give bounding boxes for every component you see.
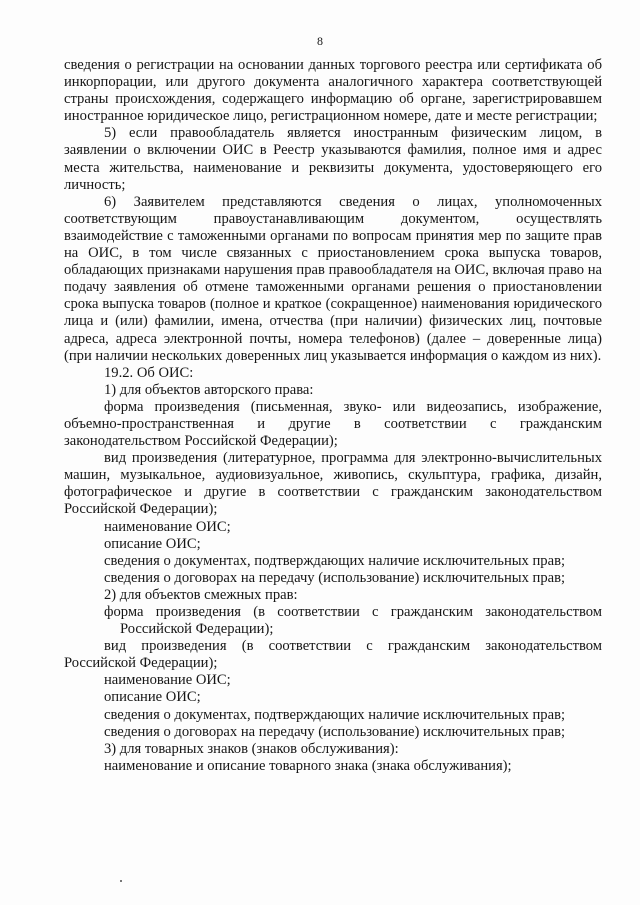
list-item-ois-name-2: наименование ОИС; [104,672,231,689]
list-item-ois-description: описание ОИС; [104,535,201,552]
subsection-related-rights: 2) для объектов смежных прав: [104,586,298,603]
paragraph-item-5: 5) если правообладатель является иностранным физическим лицом, в заявлении о включении ОИС в Реестр указываются фамилия, полное имя и адрес места жительства, наименование и реквизиты документа, удостоверяющего его личность; [64,125,602,193]
subsection-trademarks: 3) для товарных знаков (знаков обслуживания): [104,740,399,757]
paragraph-related-work-type: вид произведения (в соответствии с гражданским законодательством Российской Федерации); [64,638,602,672]
paragraph-work-type: вид произведения (литературное, программа для электронно-вычислительных машин, музыкальное, аудиовизуальное, живопись, скульптура, графика, дизайн, фотографическое и другие в соответствии с гражданским законодательством Российской Федерации); [64,450,602,518]
paragraph-work-form: форма произведения (письменная, звуко- или видеозапись, изображение, объемно-пространственная и другие в соответствии с гражданским законодательством Российской Федерации); [64,398,602,450]
list-item-rights-documents-2: сведения о документах, подтверждающих наличие исключительных прав; [104,706,566,723]
paragraph-item-6: 6) Заявителем представляются сведения о лицах, уполномоченных соответствующим правоустанавливающим документом, осуществлять взаимодействие с таможенными органами по вопросам принятия мер по защите прав на ОИС, в том числе связанных с приостановлением срока выпуска товаров, обладающих признаками нарушения прав правообладателя на ОИС, включая право на подачу заявления об отмене таможенными органами решения о приостановлении срока выпуска товаров (полное и краткое (сокращенное) наименования юридического лица и (или) фамилии, имена, отчества (при наличии) физических лиц, почтовые адреса, адреса электронной почты, номера телефонов) (далее – доверенные лица) (при наличии нескольких доверенных лиц указывается информация о каждом из них). [64,193,602,364]
page-number: 8 [317,34,323,48]
list-item-ois-name: наименование ОИС; [104,518,231,535]
document-body [64,57,602,775]
list-item-trademark-name: наименование и описание товарного знака (знака обслуживания); [104,757,512,774]
section-heading-19-2: 19.2. Об ОИС: [104,364,194,381]
list-item-rights-documents: сведения о документах, подтверждающих наличие исключительных прав; [104,552,566,569]
paragraph-related-work-form [64,604,602,638]
paragraph-registration-info: сведения о регистрации на основании данных торгового реестра или сертификата об инкорпорации, или другого документа аналогичного характера соответствующей страны происхождения, содержащего информацию об органе, зарегистрировавшем иностранное юридическое лицо, регистрационном номере, дате и месте регистрации; [64,57,602,125]
list-item-rights-contracts-2: сведения о договорах на передачу (использование) исключительных прав; [104,723,566,740]
list-item-rights-contracts: сведения о договорах на передачу (использование) исключительных прав; [104,569,566,586]
subsection-copyright: 1) для объектов авторского права: [104,381,314,398]
list-item-ois-description-2: описание ОИС; [104,689,201,706]
scan-speck [120,880,122,882]
paragraph-related-work-form-text: форма произведения (в соответствии с гражданским законодательством Российской Федерации); [104,604,602,638]
